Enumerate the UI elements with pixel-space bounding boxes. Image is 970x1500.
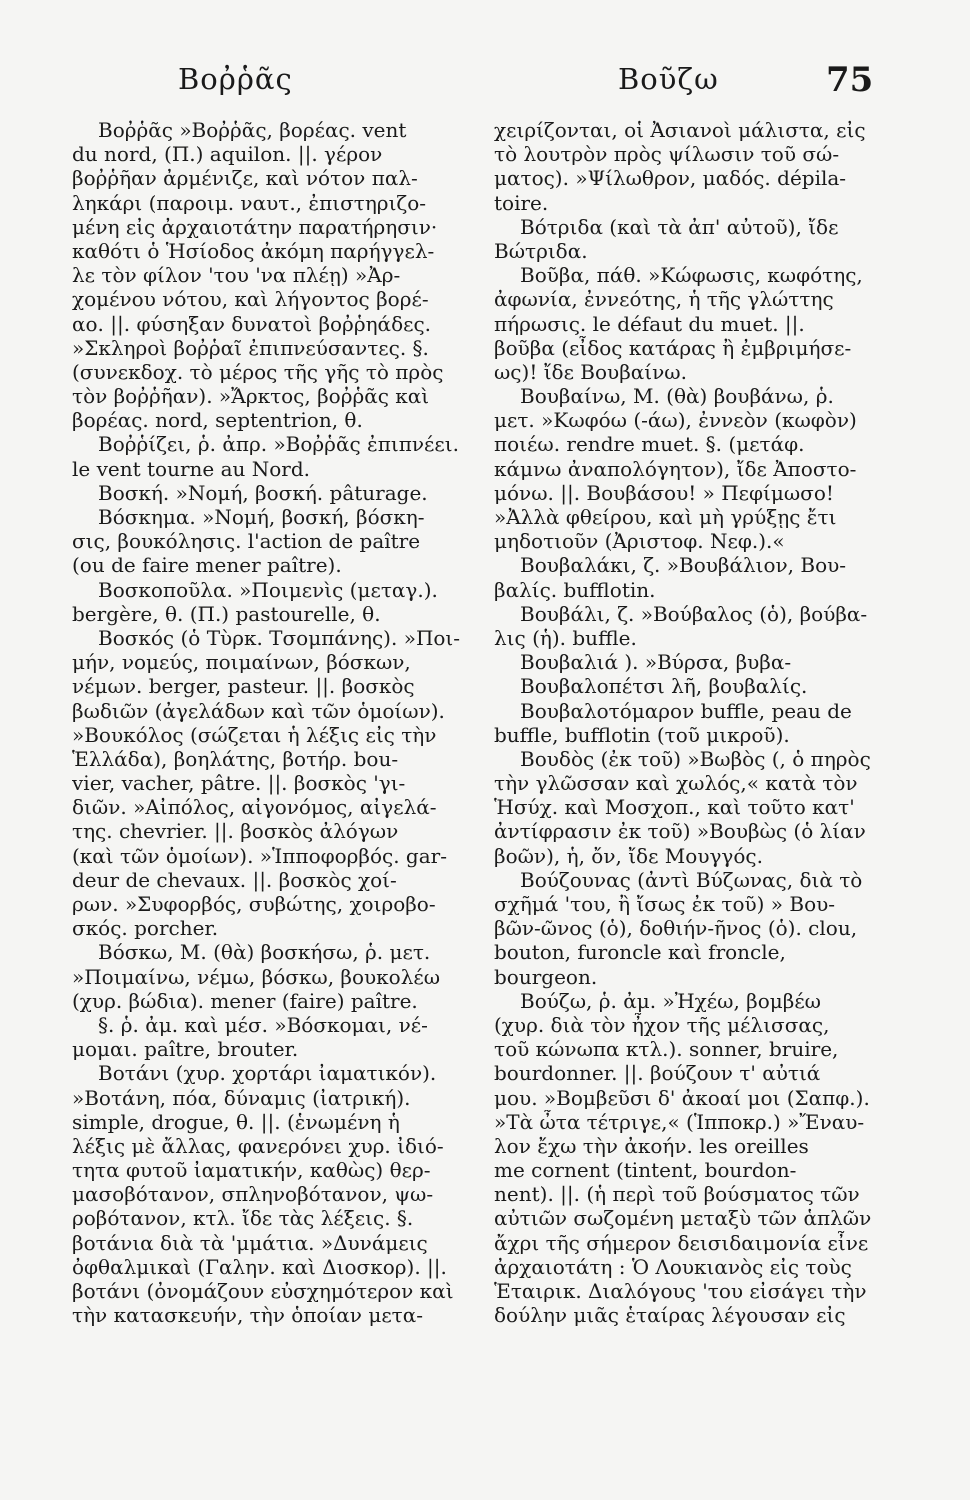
right-column-line: λον ἔχω τὴν ἀκοήν. les oreilles xyxy=(494,1133,809,1158)
right-column-line: βοῶν), ἡ, ὄν, ἴδε Μουγγός. xyxy=(494,843,763,868)
right-column-line: Βουβαίνω, Μ. (θὰ) βουβάνω, ῥ. xyxy=(520,384,834,409)
right-column-line: βῶν-ῶνος (ὁ), δοθιήν-ῆνος (ὁ). clou, xyxy=(494,916,858,941)
left-column-line: ροβότανον, κτλ. ἴδε τὰς λέξεις. §. xyxy=(72,1206,414,1231)
right-column-line: βοῦβα (εἶδος κατάρας ἢ ἐμβριμήσε- xyxy=(494,335,852,360)
left-column-line: καθότι ὁ Ἡσίοδος ἀκόμη παρήγγελ- xyxy=(72,238,435,263)
right-column-line: toire. xyxy=(494,190,549,215)
right-column-line: nent). ||. (ἡ περὶ τοῦ βούσματος τῶν xyxy=(494,1182,860,1207)
right-column-line: χειρίζονται, οἱ Ἀσιανοὶ μάλιστα, εἰς xyxy=(494,118,866,142)
right-column-line: μόνω. ||. Βουβάσου! » Πεφίμωσο! xyxy=(494,480,834,505)
left-column-line: Βόσκω, Μ. (θὰ) βοσκήσω, ῥ. μετ. xyxy=(98,940,431,965)
left-column-line: τητα φυτοῦ ἰαματικήν, καθὼς) θερ- xyxy=(72,1158,431,1183)
right-column-line: αὐτιῶν σωζομένη μεταξὺ τῶν ἁπλῶν xyxy=(494,1206,872,1231)
left-column-line: bergère, θ. (Π.) pastourelle, θ. xyxy=(72,601,381,626)
left-column-line: (ou de faire mener paître). xyxy=(72,553,342,578)
page-header xyxy=(0,62,970,102)
right-column-line: Βοῦβα, πάθ. »Κώφωσις, κωφότης, xyxy=(520,263,863,288)
left-column-line: »Βουκόλος (σώζεται ἡ λέξις εἰς τὴν xyxy=(72,722,437,747)
right-column-line: μου. »Βομβεῦσι δ' ἀκοαί μοι (Σαπφ.). xyxy=(494,1085,870,1110)
left-column-line: λέξις μὲ ἄλλας, φανερόνει χυρ. ἰδιό- xyxy=(72,1133,444,1158)
left-column-line: »Βοτάνη, πόα, δύναμις (ἰατρική). xyxy=(72,1085,411,1110)
left-column-line: μήν, νομεύς, ποιμαίνων, βόσκων, xyxy=(72,650,411,675)
left-column-line: Βοσκός (ὁ Τὺρκ. Τσομπάνης). »Ποι- xyxy=(98,625,461,650)
right-column-line: me cornent (tintent, bourdon- xyxy=(494,1158,797,1183)
left-column-line: Ἑλλάδα), βοηλάτης, βοτήρ. bou- xyxy=(72,746,399,771)
left-column-line: σκός. porcher. xyxy=(72,916,219,941)
right-column-line: σχῆμά 'του, ἢ ἴσως ἐκ τοῦ) » Βου- xyxy=(494,892,836,916)
left-column-line: ὀφθαλμικαὶ (Γαλην. καὶ Διοσκορ). ||. xyxy=(72,1254,447,1279)
right-column-line: ως)! ἴδε Βουβαίνω. xyxy=(494,359,687,384)
left-column-line: σις, βουκόλησις. l'action de paître xyxy=(72,529,421,554)
left-column-line: διῶν. »Αἰπόλος, αἰγονόμος, αἰγελά- xyxy=(72,795,437,820)
right-column-line: Βούζω, ῥ. ἀμ. »Ἠχέω, βομβέω xyxy=(520,988,821,1013)
left-column-line: Βοῤῥᾶς »Βοῤῥᾶς, βορέας. vent xyxy=(98,118,407,142)
right-column-line: bourgeon. xyxy=(494,964,598,989)
left-column-line: (χυρ. βώδια). mener (faire) paître. xyxy=(72,988,418,1013)
left-column-line: τὴν κατασκευήν, τὴν ὁποίαν μετα- xyxy=(72,1303,424,1328)
right-column-line: μηδοτιοῦν (Ἀριστοφ. Νεφ.).« xyxy=(494,529,785,554)
left-column xyxy=(72,118,464,1327)
left-column-line: βοτάνια διὰ τὰ 'μμάτια. »Δυνάμεις xyxy=(72,1230,428,1255)
left-column-line: λε τὸν φίλον 'του 'να πλέῃ) »Ἀρ- xyxy=(72,263,401,288)
right-column-line: τὸ λουτρὸν πρὸς ψίλωσιν τοῦ σώ- xyxy=(494,142,840,167)
right-column-line: Βουβαλοτόμαρον buffle, peau de xyxy=(520,698,852,723)
left-column-line: le vent tourne au Nord. xyxy=(72,456,311,481)
right-column-line: »Ἀλλὰ φθείρου, καὶ μὴ γρύξῃς ἔτι xyxy=(494,505,837,529)
page-number: 75 xyxy=(826,60,874,100)
right-column-line: Βουβαλάκι, ζ. »Βουβάλιον, Βου- xyxy=(520,553,847,578)
left-column-line: μασοβότανον, σπληνοβότανον, ψω- xyxy=(72,1182,434,1207)
right-column-line: Βούζουνας (ἀντὶ Βύζωνας, διὰ τὸ xyxy=(520,867,863,892)
left-column-line: αο. ||. φύσηξαν δυνατοὶ βοῤῥηάδες. xyxy=(72,311,432,336)
left-column-line: χομένου νότου, καὶ λήγοντος βορέ- xyxy=(72,287,429,312)
left-column-line: βοῤῥῆαν ἀρμένιζε, καὶ νότον παλ- xyxy=(72,166,418,191)
right-column-line: λις (ἡ). buffle. xyxy=(494,625,637,650)
right-column-line: μετ. »Κωφόω (-άω), ἐννεὸν (κωφὸν) xyxy=(494,408,857,433)
right-column xyxy=(494,118,884,1327)
left-column-line: Βοσκοποῦλα. »Ποιμενὶς (μεταγ.). xyxy=(98,577,438,602)
left-column-line: μένη εἰς ἀρχαιοτάτην παρατήρησιν· xyxy=(72,214,438,239)
left-column-line: simple, drogue, θ. ||. (ἑνωμένη ἡ xyxy=(72,1109,400,1134)
left-column-line: βοτάνι (ὀνομάζουν εὐσχημότερον καὶ xyxy=(72,1279,454,1303)
left-column-line: (συνεκδοχ. τὸ μέρος τῆς γῆς τὸ πρὸς xyxy=(72,359,444,384)
left-column-line: Βοτάνι (χυρ. χορτάρι ἰαματικόν). xyxy=(98,1061,437,1086)
left-column-line: »Σκληροὶ βοῤῥαῖ ἐπιπνεύσαντες. §. xyxy=(72,335,429,360)
right-column-line: δούλην μιᾶς ἑταίρας λέγουσαν εἰς xyxy=(494,1303,846,1328)
right-column-line: Ἡσύχ. καὶ Μοσχοπ., καὶ τοῦτο κατ' xyxy=(494,795,855,820)
right-column-line: τὴν γλῶσσαν καὶ χωλός,« κατὰ τὸν xyxy=(494,771,858,796)
left-column-line: ρων. »Συφορβός, συβώτης, χοιροβο- xyxy=(72,892,436,916)
left-column-line: ληκάρι (παροιμ. ναυτ., ἐπιστηριζο- xyxy=(72,190,427,215)
left-column-line: Βοσκή. »Νομή, βοσκή. pâturage. xyxy=(98,480,428,505)
right-column-line: (χυρ. διὰ τὸν ἦχον τῆς μέλισσας, xyxy=(494,1012,830,1037)
left-column-line: βορέας. nord, septentrion, θ. xyxy=(72,408,363,433)
left-column-line: νέμων. berger, pasteur. ||. βοσκὸς xyxy=(72,674,415,699)
right-column-line: Βουβαλιά ). »Βύρσα, βυβα- xyxy=(520,650,792,675)
left-column-line: Βόσκημα. »Νομή, βοσκή, βόσκη- xyxy=(98,505,425,529)
right-column-line: Βουβαλοπέτσι λῆ, βουβαλίς. xyxy=(520,674,808,699)
right-column-line: bourdonner. ||. βούζουν τ' αὐτιά xyxy=(494,1061,821,1086)
right-column-line: κάμνω ἀναπολόγητον), ἴδε Ἀποστο- xyxy=(494,456,857,481)
right-column-line: bouton, furoncle καὶ froncle, xyxy=(494,940,786,965)
right-column-line: Βουδὸς (ἐκ τοῦ) »Βωβὸς (, ὁ πηρὸς xyxy=(520,746,871,771)
right-column-line: ματος). »Ψίλωθρον, μαδός. dépila- xyxy=(494,166,847,191)
left-column-line: §. ῥ. ἀμ. καὶ μέσ. »Βόσκομαι, νέ- xyxy=(98,1012,428,1037)
running-head-left: Βοῤῥᾶς xyxy=(178,62,293,96)
left-column-line: (καὶ τῶν ὁμοίων). »Ἱπποφορβός. gar- xyxy=(72,843,447,868)
right-column-line: Βουβάλι, ζ. »Βούβαλος (ὁ), βούβα- xyxy=(520,601,868,626)
left-column-line: Βοῤῥίζει, ῥ. ἀπρ. »Βοῤῥᾶς ἐπιπνέει. xyxy=(98,432,459,457)
right-column-line: ἄχρι τῆς σήμερον δεισιδαιμονία εἶνε xyxy=(494,1230,869,1255)
right-column-line: βαλίς. bufflotin. xyxy=(494,577,656,602)
left-column-line: »Ποιμαίνω, νέμω, βόσκω, βουκολέω xyxy=(72,964,441,989)
right-column-line: »Τὰ ὦτα τέτριγε,« (Ἱπποκρ.) »Ἔναυ- xyxy=(494,1109,865,1134)
right-column-line: Βώτριδα. xyxy=(494,238,588,263)
right-column-line: ἀντίφρασιν ἐκ τοῦ) »Βουβὼς (ὁ λίαν xyxy=(494,819,866,844)
left-column-line: τὸν βοῤῥῆαν). »Ἄρκτος, βοῤῥᾶς καὶ xyxy=(72,384,430,409)
running-head-right: Βοῦζω xyxy=(618,62,719,96)
right-column-line: ποιέω. rendre muet. §. (μετάφ. xyxy=(494,432,805,457)
right-column-line: ἀφωνία, ἐννεότης, ἡ τῆς γλώττης xyxy=(494,287,834,312)
right-column-line: buffle, bufflotin (τοῦ μικροῦ). xyxy=(494,722,790,747)
right-column-line: Ἑταιρικ. Διαλόγους 'του εἰσάγει τὴν xyxy=(494,1279,867,1303)
right-column-line: ἀρχαιοτάτη : Ὁ Λουκιανὸς εἰς τοὺς xyxy=(494,1254,852,1279)
left-column-line: du nord, (Π.) aquilon. ||. γέρον xyxy=(72,142,383,167)
right-column-line: τοῦ κώνωπα κτλ.). sonner, bruire, xyxy=(494,1037,839,1062)
left-column-line: βωδιῶν (ἀγελάδων καὶ τῶν ὁμοίων). xyxy=(72,698,445,723)
left-column-line: deur de chevaux. ||. βοσκὸς χοί- xyxy=(72,867,397,892)
left-column-line: vier, vacher, pâtre. ||. βοσκὸς 'γι- xyxy=(72,771,406,796)
left-column-line: της. chevrier. ||. βοσκὸς ἀλόγων xyxy=(72,819,399,844)
right-column-line: Βότριδα (καὶ τὰ ἀπ' αὐτοῦ), ἴδε xyxy=(520,214,839,239)
right-column-line: πήρωσις. le défaut du muet. ||. xyxy=(494,311,805,336)
left-column-line: μομαι. paître, brouter. xyxy=(72,1037,299,1062)
